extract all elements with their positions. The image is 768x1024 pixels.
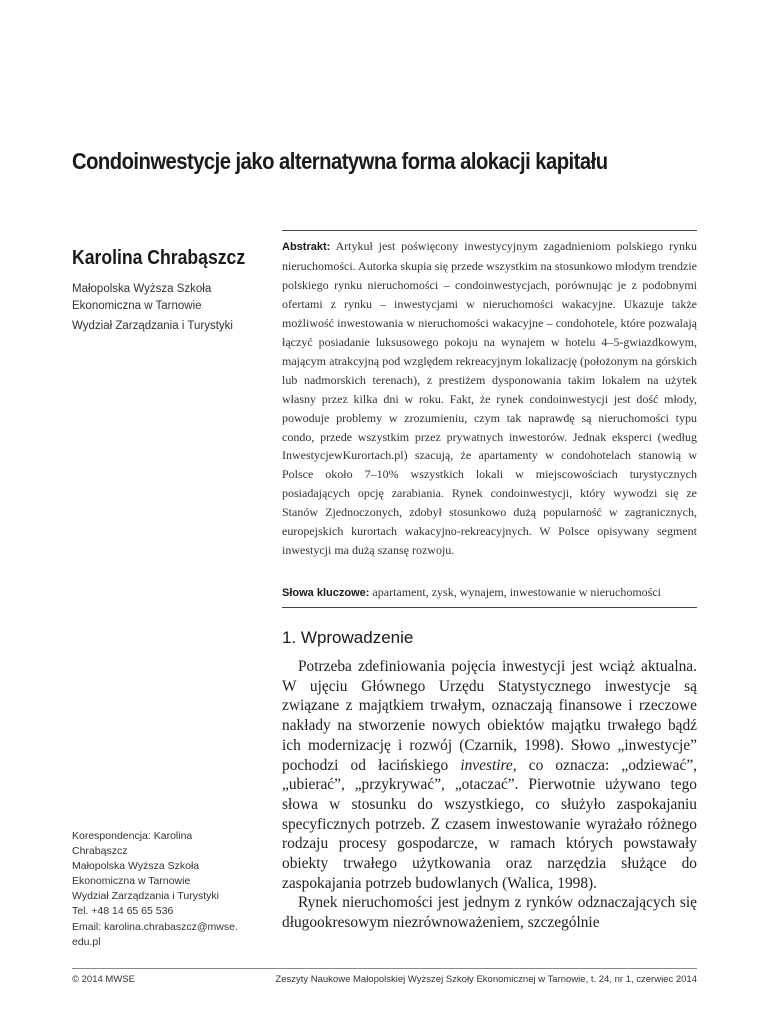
correspondence-phone: Tel. +48 14 65 65 536 xyxy=(72,905,174,918)
keywords-label: Słowa kluczowe: xyxy=(282,587,370,599)
abstract xyxy=(282,237,697,560)
correspondence-line: Ekonomiczna w Tarnowie xyxy=(72,875,191,888)
body-text xyxy=(282,657,697,933)
correspondence-line: Małopolska Wyższa Szkoła xyxy=(72,860,200,873)
paragraph-text: , co oznacza: „odziewać”, „ubierać”, „przykrywać”, „otaczać”. Pierwotnie używano tego słowa w stosunku do wszystkiego, co służyło zaspokajaniu specyficznych potrzeb. Z czasem inwestowanie wyrażało różnego rodzaju procesy gospodarcze, w ramach których powstawały obiekty trwałego użytkowania oraz narzędzia służące do zaspokajania potrzeb budowlanych (Walica, 1998). xyxy=(282,756,697,892)
latin-term: investire xyxy=(460,756,513,774)
correspondence-block xyxy=(72,829,272,950)
paragraph xyxy=(282,893,697,932)
affiliation-line: Ekonomiczna w Tarnowie xyxy=(72,300,202,312)
keywords-bottom-rule xyxy=(282,607,697,608)
affiliation-line: Małopolska Wyższa Szkoła xyxy=(72,283,212,295)
paragraph-text: Rynek nieruchomości jest jednym z rynków odznaczających się długookresowym niezrównoważeniem, szczególnie xyxy=(282,894,697,932)
correspondence-email: Email: karolina.chrabaszcz@mwse. xyxy=(72,920,238,933)
footer-copyright: © 2014 MWSE xyxy=(72,974,135,985)
abstract-label: Abstrakt: xyxy=(282,241,331,253)
footer-rule xyxy=(72,968,697,969)
keywords-text: apartament, zysk, wynajem, inwestowanie w nieruchomości xyxy=(372,585,662,599)
keywords xyxy=(282,583,702,602)
correspondence-line: Wydział Zarządzania i Turystyki xyxy=(72,890,219,903)
abstract-top-rule xyxy=(282,230,697,231)
abstract-text: Artykuł jest poświęcony inwestycyjnym zagadnieniom polskiego rynku nieruchomości. Autorka skupia się przede wszystkim na stosunkowo młodym trendzie polskiego rynku nieruchomości – condoinwestycjach, porównując je z podobnymi ofertami z rynku – inwestycjami w nieruchomości wakacyjne. Ukazuje także możliwość inwestowania w nieruchomości wakacyjne – condohotele, które pozwalają łączyć posiadanie luksusowego pokoju na wynajem w hotelu 4–5-gwiazdkowym, mającym atrakcyjną pod względem rekreacyjnym lokalizację (położonym na górskich lub nadmorskich terenach), z prestiżem dysponowania takim lokalem na użytek własny przez kilka dni w roku. Fakt, że rynek condoinwestycji jest dość młody, powoduje problemy w zrozumieniu, czym tak naprawdę są nieruchomości typu condo, przede wszystkim przez prywatnych inwestorów. Jednak eksperci (według InwestycjewKurortach.pl) szacują, że apartamenty w condohotelach stanowią w Polsce około 7–10% wszystkich lokali w miejscowościach turystycznych posiadających opcję zarabiania. Rynek condoinwestycji, który wywodzi się ze Stanów Zjednoczonych, zdobył stosunkowo dużą popularność w zagranicznych, europejskich kurortach wakacyjno-rekreacyjnych. W Polsce opisywany segment inwestycji ma dużą szansę rozwoju. xyxy=(282,239,698,558)
footer-journal: Zeszyty Naukowe Małopolskiej Wyższej Szkoły Ekonomicznej w Tarnowie, t. 24, nr 1, czerwiec 2014 xyxy=(275,974,697,985)
author-name: Karolina Chrabąszcz xyxy=(72,247,246,269)
correspondence-email-cont: edu.pl xyxy=(72,935,101,948)
correspondence-line: Korespondencja: Karolina xyxy=(72,830,193,842)
section-heading: 1. Wprowadzenie xyxy=(282,628,414,647)
paragraph-text: Potrzeba zdefiniowania pojęcia inwestycji jest wciąż aktualna. W ujęciu Głównego Urzędu Statystycznego inwestycje są związane z majątkiem trwałym, oznaczają finansowe i rzeczowe nakłady na stworzenie nowych obiektów majątku trwałego bądź ich modernizację i rozwój (Czarnik, 1998). Słowo „inwestycje” pochodzi od łacińskiego xyxy=(282,658,697,774)
affiliation-department: Wydział Zarządzania i Turystyki xyxy=(72,320,233,332)
correspondence-line: Chrabąszcz xyxy=(72,845,128,858)
article-title: Condoinwestycje jako alternatywna forma alokacji kapitału xyxy=(72,148,608,174)
paragraph xyxy=(282,657,697,893)
author-affiliation xyxy=(72,281,272,335)
